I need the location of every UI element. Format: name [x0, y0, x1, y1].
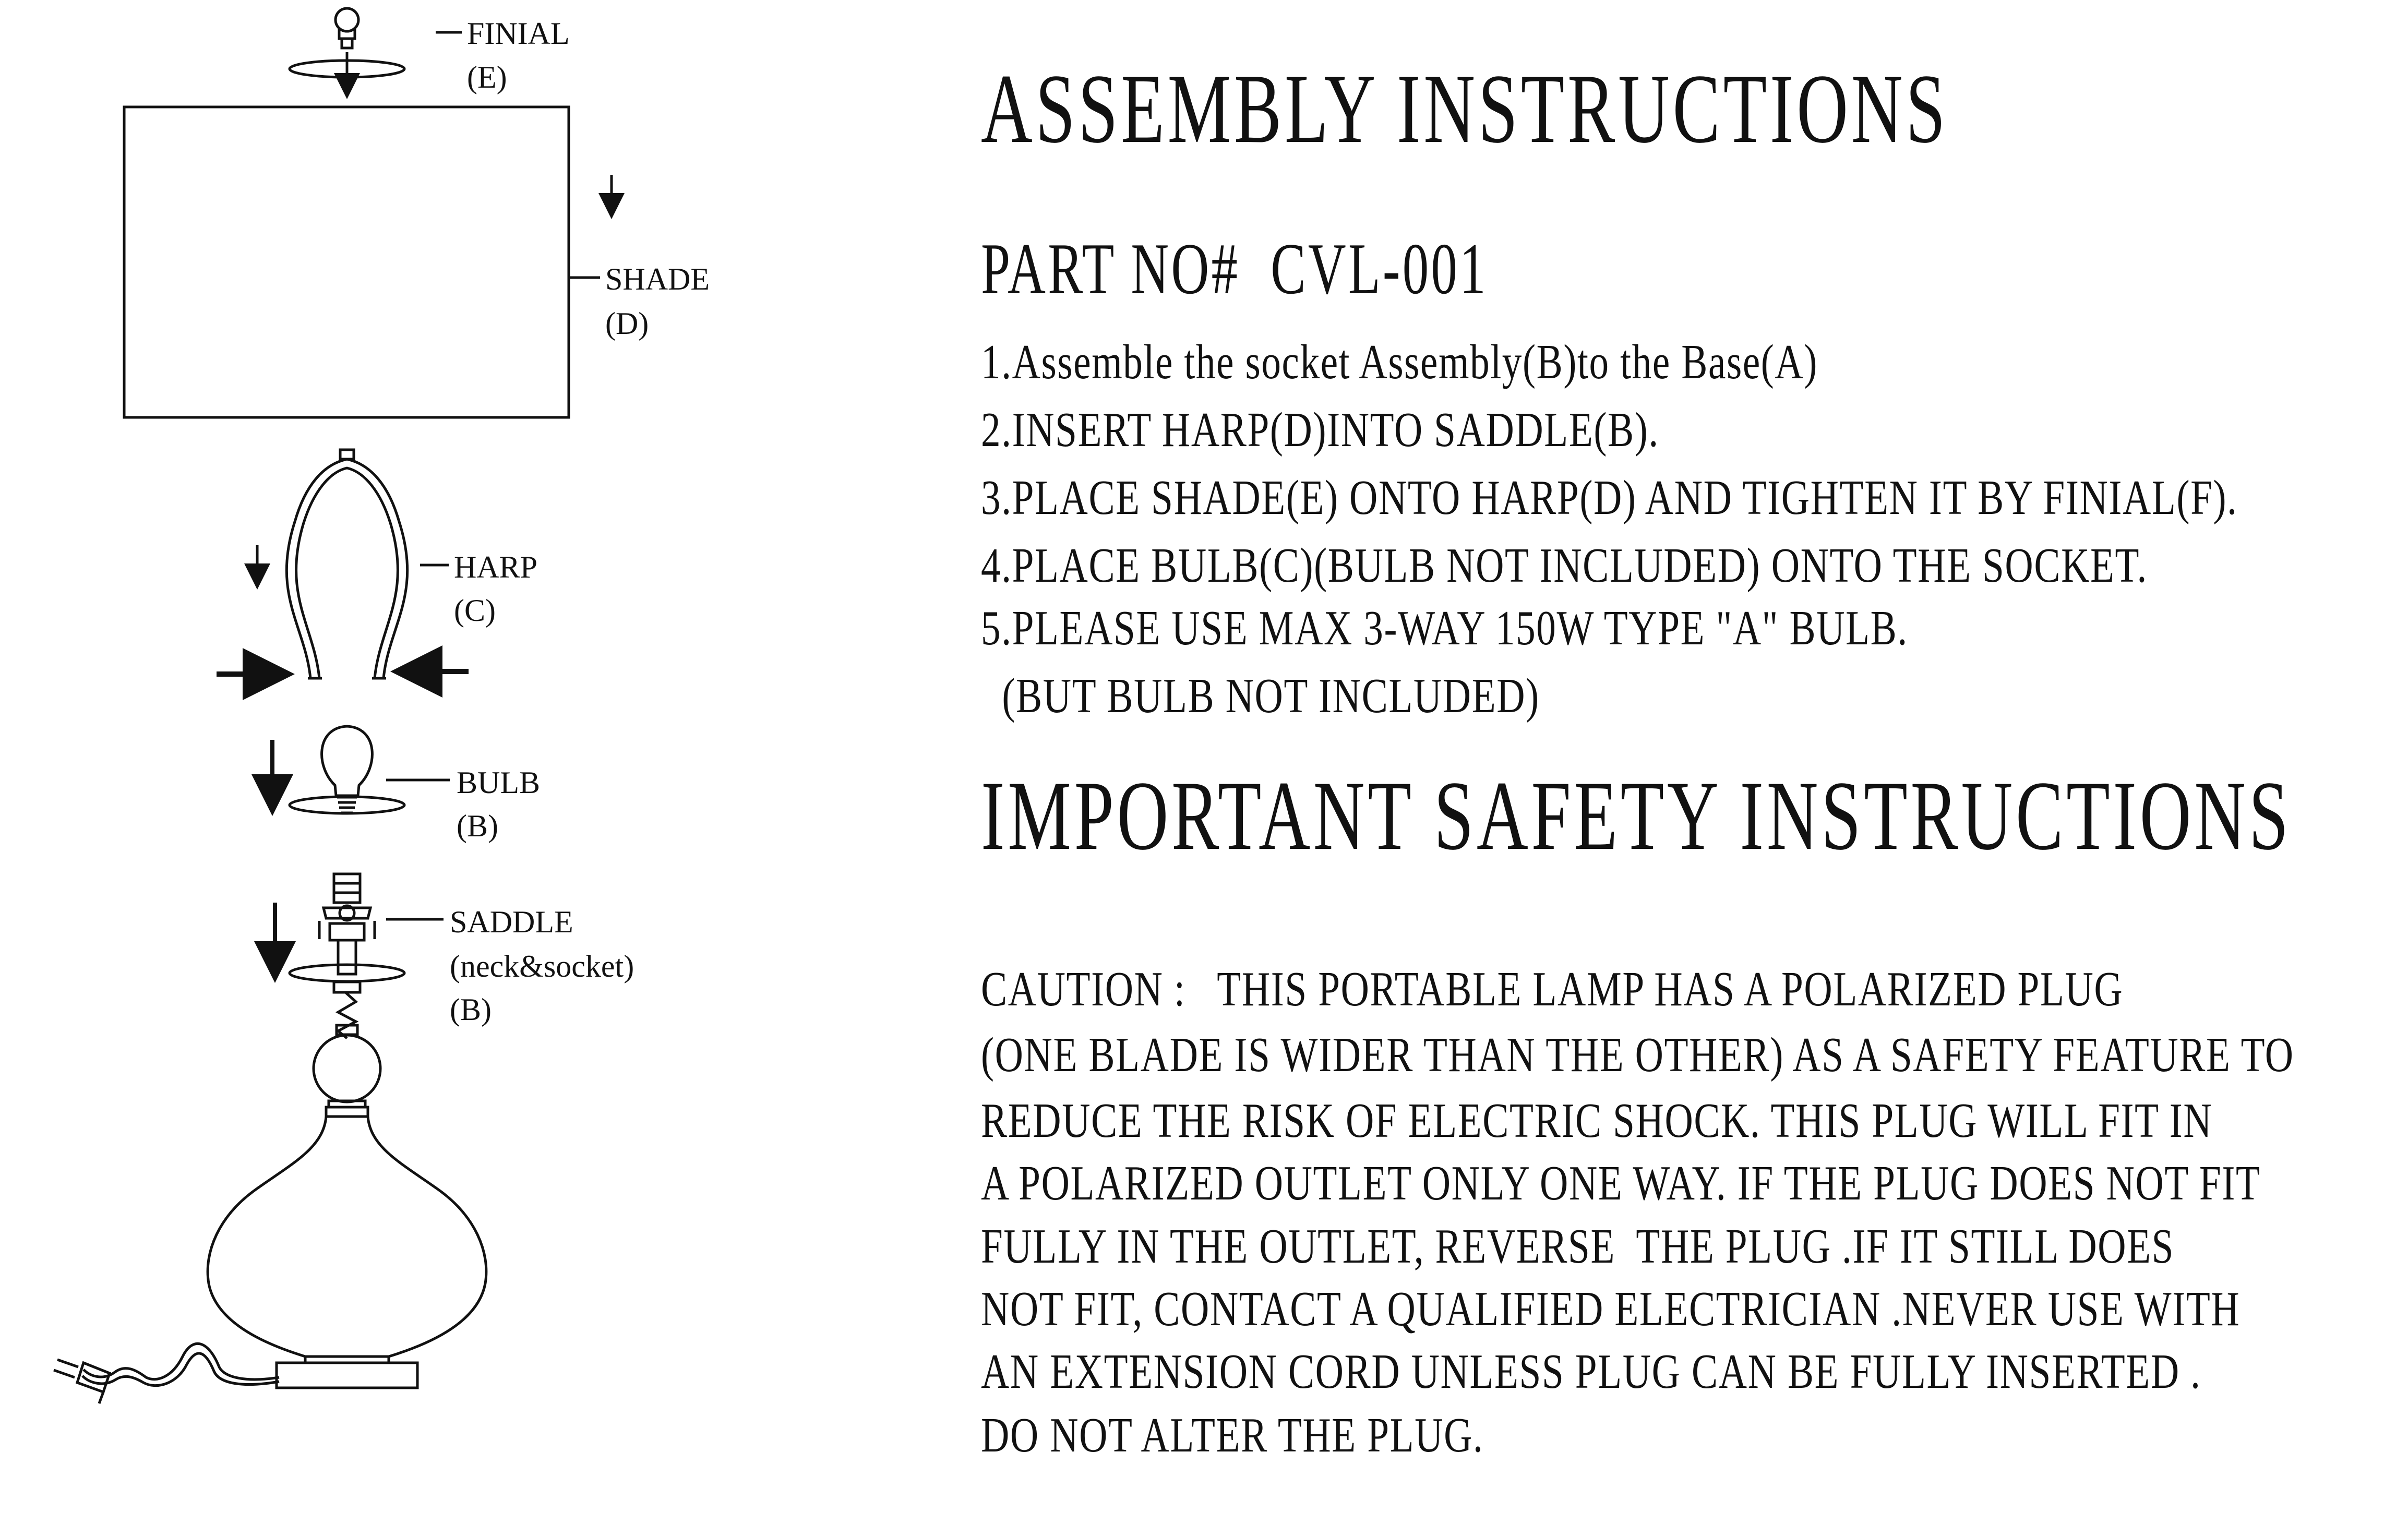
caution-line-3: REDUCE THE RISK OF ELECTRIC SHOCK. THIS PLUG WILL FIT IN — [981, 1094, 2213, 1148]
part-number: PART NO# CVL-001 — [981, 229, 1488, 309]
step-5: 5.PLEASE USE MAX 3-WAY 150W TYPE "A" BULB. — [981, 601, 1908, 655]
finial-label: FINIAL — [467, 16, 570, 51]
shade-code: (D) — [605, 306, 649, 341]
step-1: 1.Assemble the socket Assembly(B)to the Base(A) — [981, 335, 1818, 389]
caution-line-7: AN EXTENSION CORD UNLESS PLUG CAN BE FULLY INSERTED . — [981, 1345, 2201, 1399]
safety-title: IMPORTANT SAFETY INSTRUCTIONS — [981, 761, 2292, 871]
saddle-code: (B) — [450, 992, 492, 1027]
step-4: 4.PLACE BULB(C)(BULB NOT INCLUDED) ONTO THE SOCKET. — [981, 538, 2148, 593]
harp-icon — [286, 450, 407, 678]
plug-icon — [54, 1360, 110, 1403]
step-2: 2.INSERT HARP(D)INTO SADDLE(B). — [981, 403, 1659, 457]
saddle-socket-icon — [290, 874, 404, 1038]
saddle-label: SADDLE — [450, 905, 573, 939]
page-title: ASSEMBLY INSTRUCTIONS — [981, 54, 1949, 164]
shade-label: SHADE — [605, 262, 710, 296]
bulb-icon — [290, 726, 404, 813]
caution-line-1: CAUTION : THIS PORTABLE LAMP HAS A POLARIZED PLUG — [981, 962, 2124, 1016]
finial-icon — [290, 8, 404, 94]
assembly-diagram — [0, 0, 783, 1536]
power-cord-icon — [82, 1343, 279, 1385]
caution-line-2: (ONE BLADE IS WIDER THAN THE OTHER) AS A SAFETY FEATURE TO — [981, 1028, 2294, 1082]
lamp-base-icon — [208, 1035, 486, 1388]
caution-line-8: DO NOT ALTER THE PLUG. — [981, 1408, 1484, 1462]
bulb-code: (B) — [457, 809, 498, 843]
saddle-sublabel: (neck&socket) — [450, 949, 634, 983]
caution-line-6: NOT FIT, CONTACT A QUALIFIED ELECTRICIAN .NEVER USE WITH — [981, 1282, 2241, 1336]
lamp-shade-icon — [124, 107, 569, 417]
harp-code: (C) — [454, 593, 496, 628]
caution-line-4: A POLARIZED OUTLET ONLY ONE WAY. IF THE PLUG DOES NOT FIT — [981, 1156, 2261, 1210]
bulb-label: BULB — [457, 765, 541, 800]
step-3: 3.PLACE SHADE(E) ONTO HARP(D) AND TIGHTEN IT BY FINIAL(F). — [981, 471, 2238, 525]
caution-line-5: FULLY IN THE OUTLET, REVERSE THE PLUG .IF IT STILL DOES — [981, 1219, 2175, 1274]
finial-code: (E) — [467, 60, 507, 94]
step-5-note: (BUT BULB NOT INCLUDED) — [991, 669, 1540, 723]
harp-label: HARP — [454, 550, 538, 584]
